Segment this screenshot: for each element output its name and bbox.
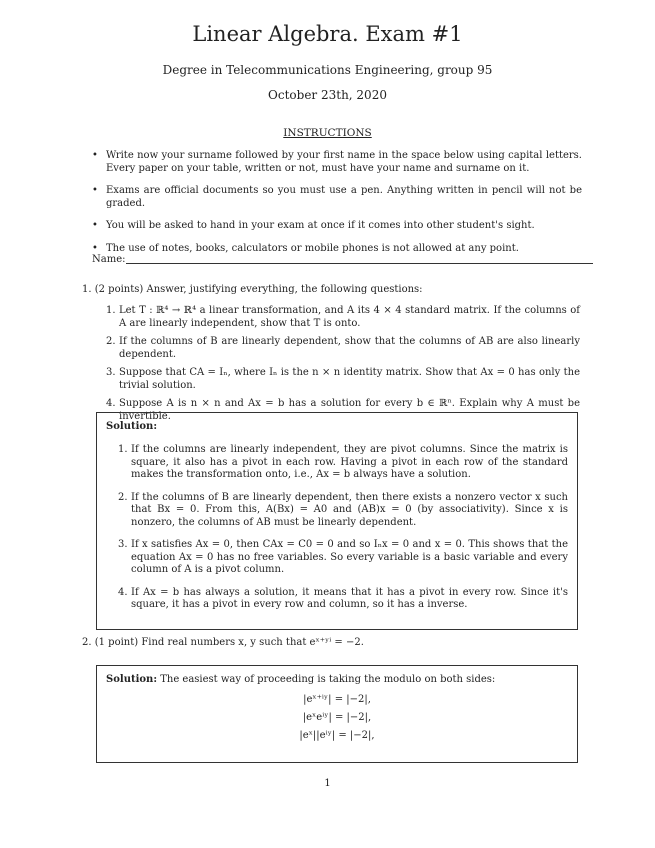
question-number: 2.: [82, 637, 92, 648]
solution-item: 2. If the columns of B are linearly dependent, then there exists a nonzero vector x such that Bx = 0. From this, A(Bx) = A0 and (AB)x = 0 (by associativity). Since x is nonzero, the columns of AB must be linearly dependent.: [118, 491, 568, 528]
equation-line: |eˣ||eⁱʸ| = |−2|,: [299, 730, 375, 741]
instruction-item: • Exams are official documents so you must use a pen. Anything written in pencil will not be graded.: [92, 185, 582, 210]
question-part: 2. If the columns of B are linearly dependent, show that the columns of AB are also linearly dependent.: [106, 336, 580, 360]
solution-intro-row: [106, 674, 568, 685]
question-prompt: (1 point) Find real numbers x, y such that eˣ⁺ʸⁱ = −2.: [94, 637, 364, 648]
name-field-line[interactable]: [126, 263, 593, 264]
solution-item: 3. If x satisfies Ax = 0, then CAx = C0 = 0 and so Iₙx = 0 and x = 0. This shows that the equation Ax = 0 has no free variables. So every variable is a basic variable and every column of A is a pivot column.: [118, 539, 568, 575]
page-number: 1: [324, 778, 331, 789]
solution-label: Solution:: [106, 421, 158, 432]
question-part: 1. Let T : ℝ⁴ → ℝ⁴ a linear transformation, and A its 4 × 4 standard matrix. If the columns of A are linearly independent, show that T is onto.: [106, 305, 580, 329]
instructions-list: [92, 150, 582, 265]
exam-title: Linear Algebra. Exam #1: [192, 22, 463, 46]
instruction-item: • You will be asked to hand in your exam at once if it comes into other student's sight.: [92, 220, 582, 233]
name-label: Name:: [92, 254, 126, 265]
instructions-heading: INSTRUCTIONS: [283, 127, 372, 139]
solution-box-2: [96, 665, 578, 763]
equation-block: [106, 691, 568, 745]
question-2: [82, 637, 364, 648]
question-number: 1.: [82, 284, 92, 295]
solution-intro: The easiest way of proceeding is taking the modulo on both sides:: [160, 674, 496, 685]
exam-date: October 23th, 2020: [268, 88, 387, 102]
instruction-item: • Write now your surname followed by your first name in the space below using capital letters. Every paper on your table, written or not, must have your name and surname on it.: [92, 150, 582, 175]
question-part: 3. Suppose that CA = Iₙ, where Iₙ is the n × n identity matrix. Show that Ax = 0 has only the trivial solution.: [106, 367, 580, 391]
degree-subtitle: Degree in Telecommunications Engineering, group 95: [162, 63, 493, 77]
solution-list: [118, 444, 568, 612]
question-1-parts: [106, 305, 580, 429]
solution-item: 4. If Ax = b has always a solution, it means that it has a pivot in every row. Since it's square, it has a pivot in every row and column, so it has a inverse.: [118, 586, 568, 610]
instruction-item: • The use of notes, books, calculators or mobile phones is not allowed at any point.: [92, 243, 582, 256]
question-prompt: (2 points) Answer, justifying everything, the following questions:: [94, 284, 423, 295]
equation-line: |eˣeⁱʸ| = |−2|,: [302, 712, 372, 723]
question-part: 4. Suppose A is n × n and Ax = b has a solution for every b ∈ ℝⁿ. Explain why A must be invertible.: [106, 398, 580, 422]
solution-box-1: [96, 412, 578, 630]
solution-item: 1. If the columns are linearly independent, they are pivot columns. Since the matrix is square, it also has a pivot in each row. Having a pivot in each row of the standard makes the transformation onto, i.e., Ax = b always have a solution.: [118, 444, 568, 480]
question-1: [82, 284, 423, 295]
equation-line: |eˣ⁺ⁱʸ| = |−2|,: [303, 694, 371, 705]
solution-label: Solution:: [106, 674, 158, 685]
